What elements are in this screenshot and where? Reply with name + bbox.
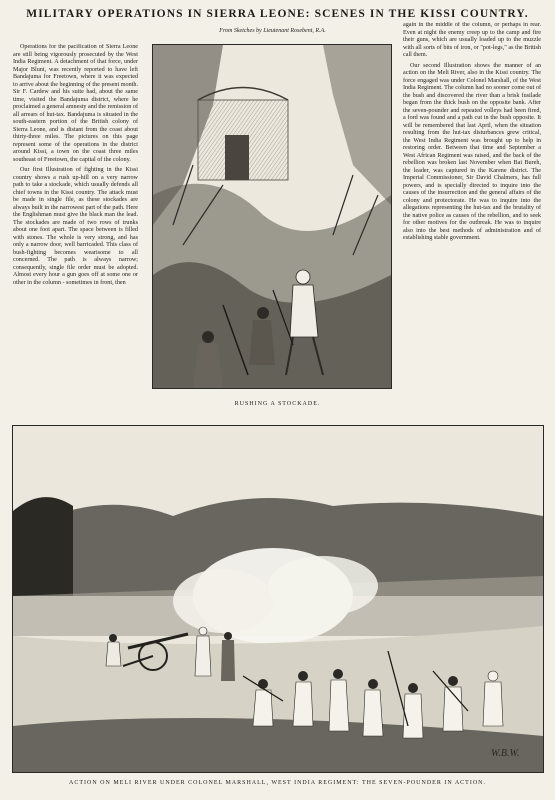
right-paragraph-2: Our second Illustration shows the manner of an action on the Meli River, also in the Kissi country. The force engaged was under Colonel Marshall, of the West India Regiment. The column had no sooner come out of the bush and discovered the river than a brisk fusilade began from the thick bush on the opposite bank. After the seven-pounder and repeated volleys had been fired, a ford was found and a path cut in the bush opposite. It will be remembered that last April, when the situation resulting from the hut-tax disturbances grew critical, the West India Regiment was brought up to help in restoring order. Between that time and September a West African Regiment was raised, and the back of the rebellion was broken last November when Bai Bureh, the leader, was captured in the Karene district. The Imperial Commissioner, Sir David Chalmers, has full powers, and is specially directed to inquire into the causes of the insurrection and the general affairs of the colony and protectorate. He was to inquire into the allegations representing the hut-tax and the brutality of the native police as causes of the rebellion, and to seek for other motives for the outbreak. He was to inquire also into the best methods of administration and of establishing stable government.	[403, 62, 541, 241]
left-paragraph-2: Our first Illustration of fighting in the Kissi country shows a rush up-hill on a very narrow path to take a stockade, which usually defends all chief towns in the Kissi country. The attack must be made in single file, as these stockades are always built in the narrowest part of the path. Here the Englishman must give the black man the lead. The stockades are made of two rows of trunks about one foot apart. The space between is filled with stones. The whole is very strong, and has only a narrow door, well barricaded. This class of bush-fighting becomes wearisome to all concerned. The path is always narrow; consequently, single file order must be adopted. Almost every hour a gun goes off at some one or other in the column - sometimes in front, then	[13, 167, 138, 286]
stockade-engraving	[153, 45, 391, 388]
stockade-caption: RUSHING A STOCKADE.	[234, 401, 321, 407]
stockade-illustration	[152, 44, 392, 389]
left-paragraph-1: Operations for the pacification of Sierra Leone are still being vigorously prosecuted by the West India Regiment. A detachment of that force, under Major Blunt, was recently reported to have left Bandajuma for Freetown, where it was expected to arrive about the beginning of the present month. Sir F. Cardew and his suite had, about the same time, visited the Bandajuma district, where he proclaimed a general amnesty and the remission of all arrears of hut-tax. Bandajuma is situated in the south-eastern portion of the British colony of Sierra Leone, and is distant from the coast about thirty-three miles. The pictures on this page represent some of the operations in the district around Kissi, a town on the coast three miles southeast of Freetown, the capital of the colony.	[13, 44, 138, 163]
right-paragraph-1: again in the middle of the column, or perhaps in rear. Even at night the enemy creep up to the camp and fire their guns, which are usually loaded up to the muzzle with all sorts of bits of iron, or "pot-legs," as the British call them.	[403, 22, 541, 58]
illustration-credit: From Sketches by Lieutenant Rosebent, R.A.	[219, 28, 326, 34]
left-text-column	[13, 44, 138, 390]
meli-river-illustration	[12, 425, 544, 773]
meli-river-engraving	[13, 426, 543, 772]
artist-signature: W.B.W.	[491, 748, 520, 759]
page-title: MILITARY OPERATIONS IN SIERRA LEONE: SCENES IN THE KISSI COUNTRY.	[26, 8, 529, 20]
right-text-column	[403, 22, 541, 390]
stockade-gate	[198, 88, 288, 181]
meli-river-caption: ACTION ON MELI RIVER UNDER COLONEL MARSHALL, WEST INDIA REGIMENT: THE SEVEN-POUNDER IN ACTION.	[69, 780, 486, 786]
